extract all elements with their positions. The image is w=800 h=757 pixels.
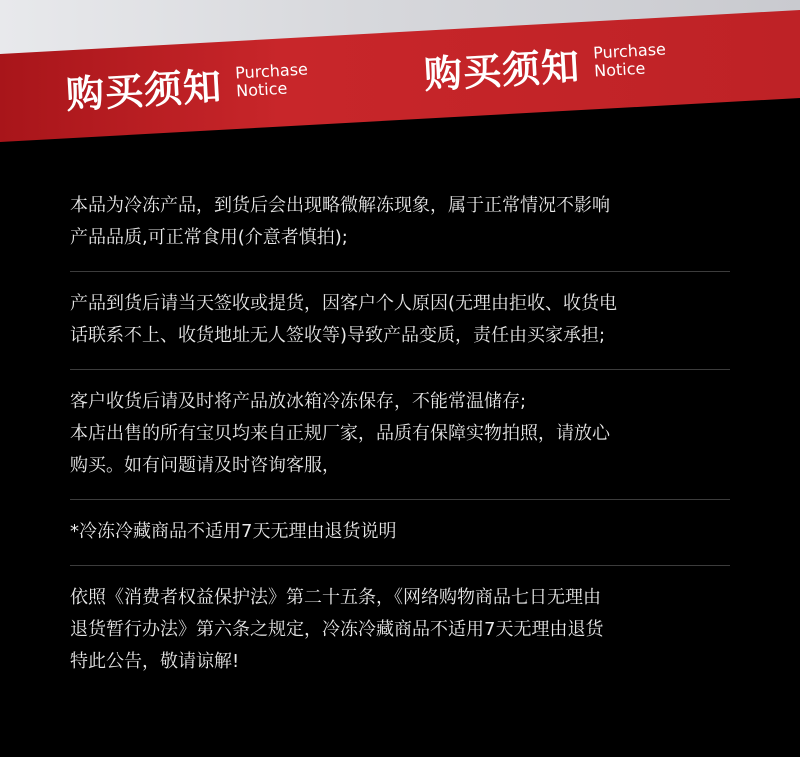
notice-line: *冷冻冷藏商品不适用7天无理由退货说明 (70, 521, 397, 542)
title-english-line2: Notice (235, 78, 288, 100)
notice-line: 话联系不上、收货地址无人签收等)导致产品变质，责任由买家承担; (70, 325, 606, 346)
title-english (593, 40, 668, 80)
notice-line: 依照《消费者权益保护法》第二十五条，《网络购物商品七日无理由 (70, 587, 601, 608)
title-english-line1: Purchase (592, 38, 667, 63)
divider (70, 271, 730, 272)
title-chinese: 购买须知 (422, 44, 582, 97)
notice-line: 产品到货后请当天签收或提货，因客户个人原因(无理由拒收、收货电 (70, 293, 618, 314)
title-english-line2: Notice (593, 58, 646, 80)
notice-paragraph-return-title (70, 516, 730, 548)
notice-paragraph-delivery (70, 288, 730, 352)
title-chinese: 购买须知 (64, 64, 224, 117)
notice-paragraph-storage (70, 386, 730, 482)
title-english (235, 60, 310, 100)
notice-content (70, 190, 730, 678)
title-english-line1: Purchase (234, 58, 309, 83)
notice-paragraph-frozen (70, 190, 730, 254)
notice-line: 本品为冷冻产品，到货后会出现略微解冻现象，属于正常情况不影响 (70, 195, 610, 216)
divider (70, 369, 730, 370)
notice-line: 退货暂行办法》第六条之规定，冷冻冷藏商品不适用7天无理由退货 (70, 619, 604, 640)
notice-line: 产品品质,可正常食用(介意者慎拍); (70, 227, 348, 248)
notice-paragraph-law (70, 582, 730, 678)
notice-line: 本店出售的所有宝贝均来自正规厂家，品质有保障实物拍照，请放心 (70, 423, 610, 444)
notice-line: 购买。如有问题请及时咨询客服， (70, 455, 340, 476)
notice-line: 特此公告，敬请谅解! (70, 651, 240, 672)
notice-line: 客户收货后请及时将产品放冰箱冷冻保存，不能常温储存; (70, 391, 527, 412)
divider (70, 565, 730, 566)
divider (70, 499, 730, 500)
